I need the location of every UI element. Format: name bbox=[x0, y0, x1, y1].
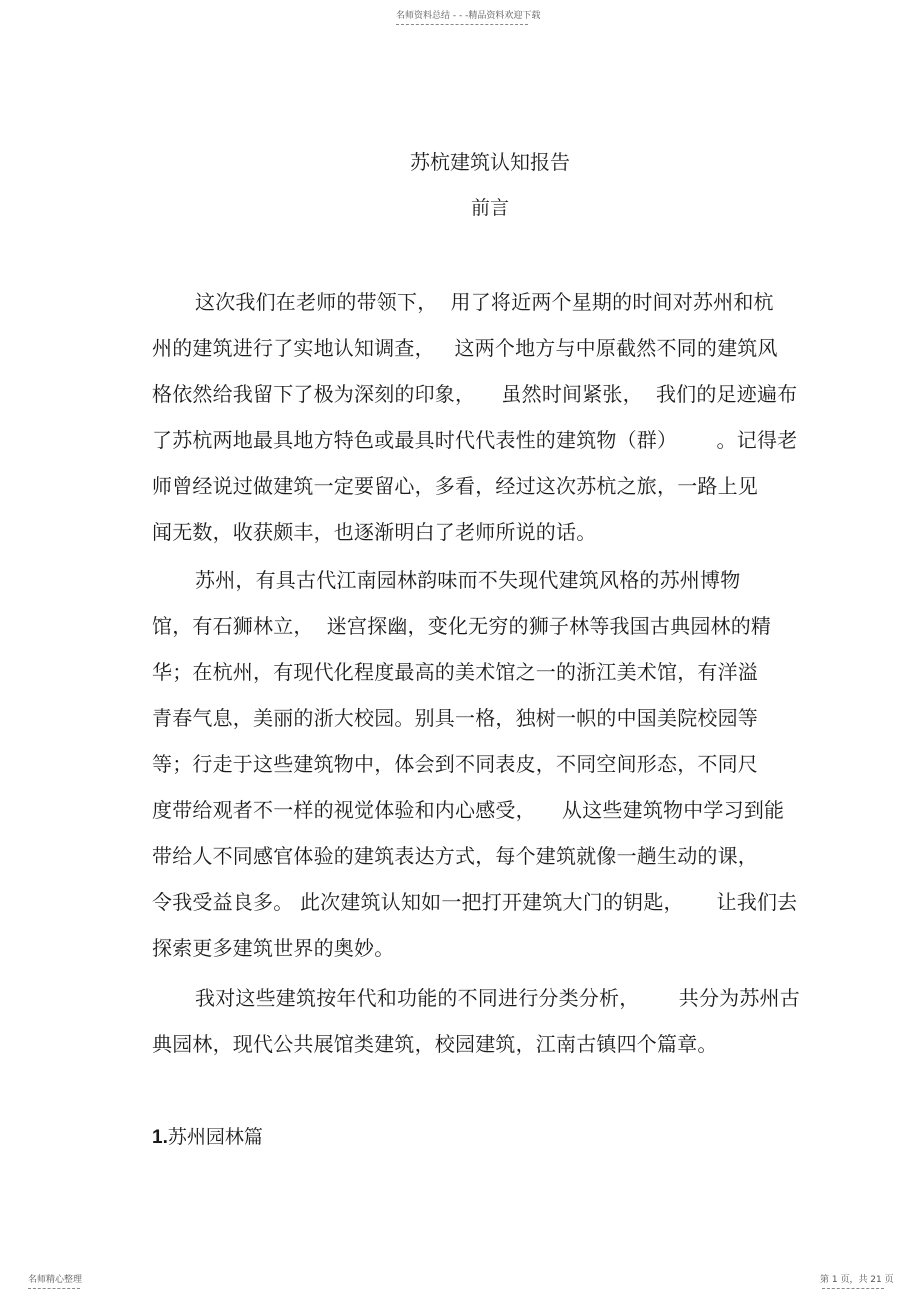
section-heading bbox=[152, 1122, 263, 1149]
paragraph2-line: 带给人不同感官体验的建筑表达方式，每个建筑就像一趟生动的课， bbox=[152, 844, 758, 868]
paragraph1-line: 闻无数，收获颇丰，也逐渐明白了老师所说的话。 bbox=[152, 520, 597, 544]
paragraph1-line: 州的建筑进行了实地认知调查， 这两个地方与中原截然不同的建筑风 bbox=[152, 336, 778, 360]
footer-right-dashed-line bbox=[822, 1288, 884, 1289]
paragraph2-line: 苏州，有具古代江南园林韵味而不失现代建筑风格的苏州博物 bbox=[195, 568, 741, 592]
paragraph1-line: 师曾经说过做建筑一定要留心，多看，经过这次苏杭之旅，一路上见 bbox=[152, 474, 758, 498]
footer-left-dashed-line bbox=[28, 1288, 80, 1289]
document-subtitle: 前言 bbox=[470, 197, 509, 219]
paragraph2-line: 青春气息，美丽的浙大校园。别具一格，独树一帜的中国美院校园等 bbox=[152, 706, 758, 730]
page-header-text: 名师资料总结 - - -精品资料欢迎下载 bbox=[396, 11, 541, 21]
paragraph1-line: 了苏杭两地最具地方特色或最具时代代表性的建筑物（群） 。记得老 bbox=[152, 428, 798, 452]
footer-left-text: 名师精心整理 bbox=[28, 1275, 83, 1285]
section-heading-number: 1. bbox=[152, 1127, 168, 1148]
document-title: 苏杭建筑认知报告 bbox=[410, 150, 570, 174]
page-number: 第 1 页，共 21 页 bbox=[820, 1275, 894, 1285]
paragraph3-line: 典园林，现代公共展馆类建筑，校园建筑，江南古镇四个篇章。 bbox=[152, 1032, 718, 1056]
paragraph2-line: 华；在杭州，有现代化程度最高的美术馆之一的浙江美术馆，有洋溢 bbox=[152, 660, 758, 684]
paragraph2-line: 等；行走于这些建筑物中，体会到不同表皮，不同空间形态，不同尺 bbox=[152, 752, 758, 776]
header-dashed-line bbox=[396, 24, 528, 25]
section-heading-text: 苏州园林篇 bbox=[167, 1126, 263, 1148]
paragraph2-line: 探索更多建筑世界的奥妙。 bbox=[152, 936, 395, 960]
paragraph2-line: 令我受益良多。 此次建筑认知如一把打开建筑大门的钥匙， 让我们去 bbox=[152, 890, 798, 914]
paragraph3-line: 我对这些建筑按年代和功能的不同进行分类分析， 共分为苏州古 bbox=[195, 986, 800, 1010]
paragraph1-line: 这次我们在老师的带领下， 用了将近两个星期的时间对苏州和杭 bbox=[195, 290, 774, 314]
paragraph1-line: 格依然给我留下了极为深刻的印象， 虽然时间紧张， 我们的足迹遍布 bbox=[152, 382, 798, 406]
paragraph2-line: 馆，有石狮林立， 迷宫探幽，变化无穷的狮子林等我国古典园林的精 bbox=[152, 614, 772, 638]
paragraph2-line: 度带给观者不一样的视觉体验和内心感受， 从这些建筑物中学习到能 bbox=[152, 798, 785, 822]
